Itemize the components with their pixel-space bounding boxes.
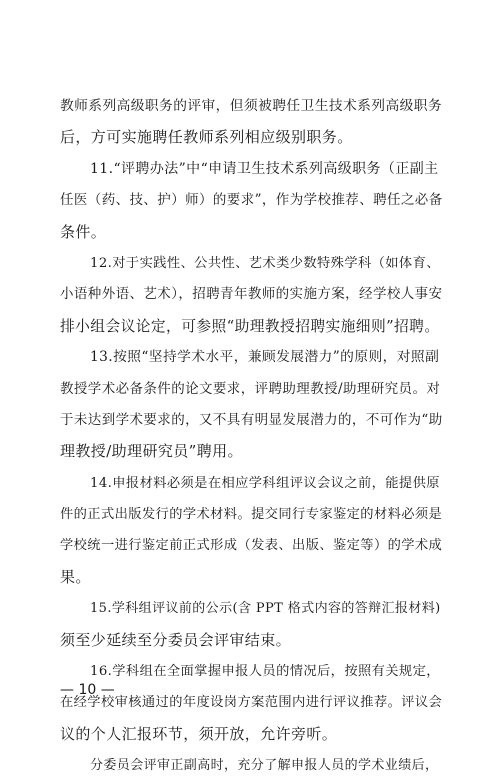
paragraph-12-line: 12.对于实践性、公共性、艺术类少数特殊学科（如体育、: [90, 255, 440, 271]
paragraph-16-line: 16.学科组在全面掌握申报人员的情况后，按照有关规定，: [90, 664, 440, 680]
paragraph-13-line: 13.按照“坚持学术水平，兼顾发展潜力”的原则，对照副: [90, 349, 440, 366]
text-line: 在经学校审核通过的年度设岗方案范围内进行评议推荐。评议会: [60, 695, 443, 711]
text-line: 理教授/助理研究员”聘用。: [60, 442, 243, 461]
text-line: 件的正式出版发行的学术材料。提交同行专家鉴定的材料必须是: [60, 507, 443, 523]
text-line: 排小组会议论定，可参照“助理教授招聘实施细则”招聘。: [60, 317, 440, 335]
text-line: 教授学术必备条件的论文要求，评聘助理教授/助理研究员。对: [60, 380, 441, 397]
text-line: 学校统一进行鉴定前正式形成（发表、出版、鉴定等）的学术成: [60, 538, 443, 554]
paragraph-15-line: 15.学科组评议前的公示(含 PPT 格式内容的答辩汇报材料): [90, 601, 441, 617]
text-line: 后，方可实施聘任教师系列相应级别职务。: [60, 128, 353, 147]
text-line: 小语种外语、艺术），招聘青年教师的实施方案，经学校人事安: [60, 286, 443, 303]
paragraph-11-line: 11.“评聘办法”中“申请卫生技术系列高级职务（正副主: [90, 160, 439, 177]
page-number: — 10 —: [60, 682, 115, 698]
document-body: [60, 91, 444, 782]
text-line: 任医（药、技、护）师）的要求”，作为学校推荐、聘任之必备: [60, 192, 443, 209]
text-line: 于未达到学术要求的，又不具有明显发展潜力的，不可作为“助: [60, 411, 443, 428]
text-line: 果。: [60, 567, 91, 586]
text-line: 议的个人汇报环节，须开放，允许旁听。: [60, 724, 338, 743]
paragraph-14-line: 14.申报材料必须是在相应学科组评议会议之前，能提供原: [90, 475, 440, 491]
paragraph-line: 分委员会评审正副高时，充分了解申报人员的学术业绩后，: [90, 758, 439, 774]
text-line: 条件。: [60, 222, 107, 241]
text-line: 教师系列高级职务的评审，但须被聘任卫生技术系列高级职务: [60, 98, 443, 114]
text-line: 须至少延续至分委员会评审结束。: [60, 630, 292, 649]
